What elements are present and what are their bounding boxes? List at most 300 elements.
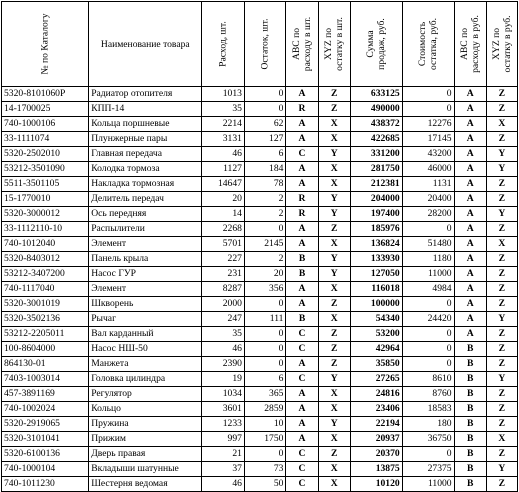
xyz-qty-cell: Y	[318, 372, 350, 387]
sales-cell: 100000	[350, 297, 402, 312]
stock-cost-cell: 36750	[402, 432, 454, 447]
abc-qty-cell: A	[286, 132, 318, 147]
stock-cost-cell: 11000	[402, 267, 454, 282]
header-sales-l1: Сумма	[365, 30, 377, 58]
consumption-cell: 2390	[202, 357, 245, 372]
xyz-rub-cell: X	[486, 117, 517, 132]
stock-cost-cell: 0	[402, 357, 454, 372]
abc-rub-cell: A	[454, 117, 486, 132]
stock-cell: 20	[244, 267, 286, 282]
stock-cell: 6	[244, 147, 286, 162]
abc-rub-cell: A	[454, 222, 486, 237]
consumption-cell: 3131	[202, 132, 245, 147]
abc-qty-cell: B	[286, 267, 318, 282]
name-cell: Прижим	[89, 432, 202, 447]
sales-cell: 20937	[350, 432, 402, 447]
xyz-rub-cell: Z	[486, 387, 517, 402]
consumption-cell: 8287	[202, 282, 245, 297]
table-row	[2, 477, 518, 492]
stock-cell: 0	[244, 87, 286, 102]
header-abc-rub-l2: расходу в руб.	[470, 15, 482, 73]
catalog-cell: 740-1002024	[2, 402, 89, 417]
stock-cost-cell: 24420	[402, 312, 454, 327]
name-cell: Дверь правая	[89, 447, 202, 462]
header-abc-qty	[286, 2, 318, 87]
abc-qty-cell: C	[286, 372, 318, 387]
catalog-cell: 53212-2205011	[2, 327, 89, 342]
name-cell: Головка цилиндра	[89, 372, 202, 387]
xyz-rub-cell: Z	[486, 102, 517, 117]
name-cell: Ось передняя	[89, 207, 202, 222]
table-row	[2, 432, 518, 447]
abc-rub-cell: B	[454, 402, 486, 417]
table-row	[2, 447, 518, 462]
consumption-cell: 997	[202, 432, 245, 447]
abc-qty-cell: A	[286, 417, 318, 432]
catalog-cell: 7403-1003014	[2, 372, 89, 387]
name-cell: Делитель передач	[89, 192, 202, 207]
consumption-cell: 2000	[202, 297, 245, 312]
xyz-qty-cell: X	[318, 432, 350, 447]
name-cell: КПП-14	[89, 102, 202, 117]
name-cell: Шестерня ведомая	[89, 477, 202, 492]
name-cell: Накладка тормозная	[89, 177, 202, 192]
xyz-qty-cell: X	[318, 117, 350, 132]
xyz-rub-cell: Z	[486, 177, 517, 192]
stock-cell: 0	[244, 222, 286, 237]
header-stock-cost-l2: остатка, руб.	[428, 18, 440, 70]
abc-rub-cell: A	[454, 267, 486, 282]
name-cell: Кольцо	[89, 402, 202, 417]
xyz-rub-cell: X	[486, 237, 517, 252]
abc-xyz-table	[1, 1, 518, 492]
name-cell: Радиатор отопителя	[89, 87, 202, 102]
abc-rub-cell: A	[454, 297, 486, 312]
abc-rub-cell: A	[454, 132, 486, 147]
abc-qty-cell: A	[286, 282, 318, 297]
abc-qty-cell: C	[286, 342, 318, 357]
xyz-qty-cell: X	[318, 282, 350, 297]
name-cell: Элемент	[89, 237, 202, 252]
header-consumption-label: Расход, шт.	[217, 21, 229, 67]
stock-cost-cell: 0	[402, 327, 454, 342]
name-cell: Распылители	[89, 222, 202, 237]
stock-cost-cell: 0	[402, 342, 454, 357]
xyz-qty-cell: X	[318, 477, 350, 492]
table-row	[2, 342, 518, 357]
stock-cost-cell: 1180	[402, 252, 454, 267]
sales-cell: 197400	[350, 207, 402, 222]
stock-cell: 50	[244, 477, 286, 492]
consumption-cell: 3601	[202, 402, 245, 417]
stock-cell: 0	[244, 357, 286, 372]
abc-qty-cell: C	[286, 477, 318, 492]
catalog-cell: 5320-2502010	[2, 147, 89, 162]
stock-cost-cell: 51480	[402, 237, 454, 252]
catalog-cell: 100-8604000	[2, 342, 89, 357]
catalog-cell: 5320-8403012	[2, 252, 89, 267]
header-abc-qty-l1: ABC по	[291, 27, 303, 61]
table-body	[2, 87, 518, 492]
xyz-rub-cell: Z	[486, 297, 517, 312]
xyz-rub-cell: Z	[486, 447, 517, 462]
stock-cell: 62	[244, 117, 286, 132]
xyz-qty-cell: X	[318, 312, 350, 327]
catalog-cell: 15-1770010	[2, 192, 89, 207]
xyz-qty-cell: Z	[318, 342, 350, 357]
name-cell: Вал карданный	[89, 327, 202, 342]
sales-cell: 633125	[350, 87, 402, 102]
xyz-rub-cell: Y	[486, 162, 517, 177]
header-xyz-qty-l1: XYZ по	[323, 27, 335, 61]
abc-qty-cell: A	[286, 222, 318, 237]
header-stock-cost-l1: Стоимость	[417, 21, 429, 67]
stock-cell: 0	[244, 102, 286, 117]
name-cell: Вкладыши шатунные	[89, 462, 202, 477]
consumption-cell: 2268	[202, 222, 245, 237]
table-row	[2, 147, 518, 162]
sales-cell: 133930	[350, 252, 402, 267]
stock-cost-cell: 1131	[402, 177, 454, 192]
abc-qty-cell: A	[286, 357, 318, 372]
header-abc-rub-l1: ABC по	[459, 27, 471, 61]
stock-cell: 73	[244, 462, 286, 477]
xyz-rub-cell: Z	[486, 132, 517, 147]
abc-qty-cell: C	[286, 462, 318, 477]
stock-cell: 127	[244, 132, 286, 147]
table-row	[2, 372, 518, 387]
abc-rub-cell: B	[454, 432, 486, 447]
xyz-qty-cell: Y	[318, 147, 350, 162]
table-row	[2, 402, 518, 417]
catalog-cell: 864130-01	[2, 357, 89, 372]
table-row	[2, 387, 518, 402]
sales-cell: 281750	[350, 162, 402, 177]
stock-cost-cell: 0	[402, 297, 454, 312]
abc-rub-cell: A	[454, 87, 486, 102]
catalog-cell: 740-1000106	[2, 117, 89, 132]
consumption-cell: 37	[202, 462, 245, 477]
catalog-cell: 14-1700025	[2, 102, 89, 117]
stock-cell: 111	[244, 312, 286, 327]
xyz-rub-cell: Z	[486, 192, 517, 207]
xyz-qty-cell: Z	[318, 447, 350, 462]
sales-cell: 212381	[350, 177, 402, 192]
abc-qty-cell: A	[286, 237, 318, 252]
consumption-cell: 1127	[202, 162, 245, 177]
table-row	[2, 252, 518, 267]
consumption-cell: 14647	[202, 177, 245, 192]
header-sales-l2: продаж, руб.	[376, 18, 388, 70]
header-row	[2, 2, 518, 87]
catalog-cell: 740-1012040	[2, 237, 89, 252]
name-cell: Элемент	[89, 282, 202, 297]
abc-qty-cell: A	[286, 177, 318, 192]
name-cell: Плунжерные пары	[89, 132, 202, 147]
abc-rub-cell: B	[454, 417, 486, 432]
header-sales	[350, 2, 402, 87]
name-cell: Главная передача	[89, 147, 202, 162]
table-row	[2, 132, 518, 147]
abc-qty-cell: C	[286, 327, 318, 342]
header-xyz-rub	[486, 2, 517, 87]
sales-cell: 204000	[350, 192, 402, 207]
abc-rub-cell: A	[454, 237, 486, 252]
sales-cell: 10120	[350, 477, 402, 492]
xyz-qty-cell: Z	[318, 297, 350, 312]
catalog-cell: 740-1117040	[2, 282, 89, 297]
header-xyz-qty-l2: остатку в шт.	[334, 17, 346, 71]
xyz-qty-cell: Z	[318, 87, 350, 102]
consumption-cell: 227	[202, 252, 245, 267]
sales-cell: 422685	[350, 132, 402, 147]
abc-qty-cell: A	[286, 432, 318, 447]
stock-cell: 0	[244, 342, 286, 357]
stock-cell: 1750	[244, 432, 286, 447]
catalog-cell: 5320-3000012	[2, 207, 89, 222]
xyz-rub-cell: Z	[486, 327, 517, 342]
table-row	[2, 177, 518, 192]
abc-qty-cell: A	[286, 117, 318, 132]
table-row	[2, 297, 518, 312]
header-xyz-qty	[318, 2, 350, 87]
table-row	[2, 87, 518, 102]
catalog-cell: 53212-3407200	[2, 267, 89, 282]
stock-cost-cell: 28200	[402, 207, 454, 222]
header-stock-label: Остаток, шт.	[259, 18, 271, 70]
xyz-qty-cell: X	[318, 402, 350, 417]
xyz-qty-cell: X	[318, 237, 350, 252]
consumption-cell: 2214	[202, 117, 245, 132]
header-xyz-rub-l1: XYZ по	[490, 27, 502, 61]
catalog-cell: 5511-3501105	[2, 177, 89, 192]
stock-cost-cell: 17145	[402, 132, 454, 147]
sales-cell: 42964	[350, 342, 402, 357]
xyz-rub-cell: Z	[486, 477, 517, 492]
xyz-qty-cell: Y	[318, 267, 350, 282]
xyz-qty-cell: Y	[318, 417, 350, 432]
consumption-cell: 20	[202, 192, 245, 207]
table-row	[2, 282, 518, 297]
stock-cell: 78	[244, 177, 286, 192]
stock-cell: 2145	[244, 237, 286, 252]
stock-cell: 2	[244, 192, 286, 207]
stock-cost-cell: 0	[402, 222, 454, 237]
xyz-rub-cell: Y	[486, 462, 517, 477]
xyz-rub-cell: Z	[486, 342, 517, 357]
catalog-cell: 33-1112110-10	[2, 222, 89, 237]
name-cell: Насос НШ-50	[89, 342, 202, 357]
sales-cell: 53200	[350, 327, 402, 342]
xyz-qty-cell: Y	[318, 252, 350, 267]
abc-qty-cell: A	[286, 162, 318, 177]
name-cell: Насос ГУР	[89, 267, 202, 282]
abc-qty-cell: R	[286, 192, 318, 207]
sales-cell: 331200	[350, 147, 402, 162]
consumption-cell: 1233	[202, 417, 245, 432]
xyz-qty-cell: Z	[318, 222, 350, 237]
xyz-rub-cell: Y	[486, 207, 517, 222]
sales-cell: 490000	[350, 102, 402, 117]
stock-cell: 2	[244, 207, 286, 222]
stock-cost-cell: 46000	[402, 162, 454, 177]
xyz-qty-cell: X	[318, 132, 350, 147]
abc-rub-cell: A	[454, 102, 486, 117]
consumption-cell: 35	[202, 327, 245, 342]
xyz-rub-cell: Z	[486, 87, 517, 102]
name-cell: Регулятор	[89, 387, 202, 402]
stock-cost-cell: 43200	[402, 147, 454, 162]
stock-cell: 184	[244, 162, 286, 177]
table-row	[2, 357, 518, 372]
stock-cell: 0	[244, 447, 286, 462]
stock-cost-cell: 8760	[402, 387, 454, 402]
catalog-cell: 5320-8101060Р	[2, 87, 89, 102]
table-row	[2, 327, 518, 342]
catalog-cell: 5320-3502136	[2, 312, 89, 327]
table-row	[2, 267, 518, 282]
stock-cost-cell: 0	[402, 87, 454, 102]
stock-cell: 2	[244, 252, 286, 267]
xyz-rub-cell: Z	[486, 357, 517, 372]
table-row	[2, 312, 518, 327]
abc-qty-cell: C	[286, 447, 318, 462]
abc-qty-cell: R	[286, 102, 318, 117]
name-cell: Панель крыла	[89, 252, 202, 267]
xyz-rub-cell: Z	[486, 417, 517, 432]
abc-rub-cell: A	[454, 147, 486, 162]
table-row	[2, 102, 518, 117]
table-row	[2, 237, 518, 252]
xyz-qty-cell: X	[318, 177, 350, 192]
stock-cell: 10	[244, 417, 286, 432]
consumption-cell: 21	[202, 447, 245, 462]
sales-cell: 35850	[350, 357, 402, 372]
sales-cell: 23406	[350, 402, 402, 417]
catalog-cell: 33-1111074	[2, 132, 89, 147]
header-name: Наименование товара	[89, 2, 202, 87]
stock-cell: 2859	[244, 402, 286, 417]
sales-cell: 20370	[350, 447, 402, 462]
abc-qty-cell: R	[286, 207, 318, 222]
catalog-cell: 5320-6100136	[2, 447, 89, 462]
name-cell: Рычаг	[89, 312, 202, 327]
xyz-rub-cell: Z	[486, 252, 517, 267]
name-cell: Пружина	[89, 417, 202, 432]
xyz-qty-cell: X	[318, 162, 350, 177]
abc-rub-cell: B	[454, 387, 486, 402]
sales-cell: 13875	[350, 462, 402, 477]
catalog-cell: 740-1011230	[2, 477, 89, 492]
xyz-qty-cell: X	[318, 462, 350, 477]
xyz-qty-cell: Z	[318, 327, 350, 342]
catalog-cell: 5320-3101041	[2, 432, 89, 447]
xyz-rub-cell: Y	[486, 312, 517, 327]
xyz-qty-cell: Z	[318, 357, 350, 372]
sales-cell: 136824	[350, 237, 402, 252]
sales-cell: 127050	[350, 267, 402, 282]
xyz-qty-cell: X	[318, 387, 350, 402]
consumption-cell: 231	[202, 267, 245, 282]
stock-cost-cell: 0	[402, 102, 454, 117]
name-cell: Шкворень	[89, 297, 202, 312]
catalog-cell: 457-3891169	[2, 387, 89, 402]
xyz-rub-cell: X	[486, 432, 517, 447]
stock-cost-cell: 18583	[402, 402, 454, 417]
xyz-rub-cell: Z	[486, 402, 517, 417]
xyz-rub-cell: Y	[486, 147, 517, 162]
header-abc-rub	[454, 2, 486, 87]
stock-cost-cell: 11000	[402, 477, 454, 492]
abc-rub-cell: B	[454, 357, 486, 372]
stock-cost-cell: 180	[402, 417, 454, 432]
sales-cell: 24816	[350, 387, 402, 402]
abc-rub-cell: A	[454, 162, 486, 177]
stock-cost-cell: 20400	[402, 192, 454, 207]
xyz-rub-cell: Z	[486, 222, 517, 237]
stock-cost-cell: 8610	[402, 372, 454, 387]
abc-rub-cell: B	[454, 447, 486, 462]
consumption-cell: 1013	[202, 87, 245, 102]
consumption-cell: 14	[202, 207, 245, 222]
abc-rub-cell: A	[454, 312, 486, 327]
abc-rub-cell: A	[454, 282, 486, 297]
name-cell: Кольца поршневые	[89, 117, 202, 132]
abc-qty-cell: A	[286, 87, 318, 102]
stock-cost-cell: 27375	[402, 462, 454, 477]
name-cell: Манжета	[89, 357, 202, 372]
abc-rub-cell: A	[454, 252, 486, 267]
sales-cell: 185976	[350, 222, 402, 237]
catalog-cell: 740-1000104	[2, 462, 89, 477]
table-row	[2, 192, 518, 207]
consumption-cell: 5701	[202, 237, 245, 252]
abc-qty-cell: C	[286, 147, 318, 162]
stock-cell: 0	[244, 327, 286, 342]
stock-cost-cell: 4984	[402, 282, 454, 297]
header-stock-cost	[402, 2, 454, 87]
catalog-cell: 5320-2919065	[2, 417, 89, 432]
abc-qty-cell: B	[286, 312, 318, 327]
stock-cost-cell: 12276	[402, 117, 454, 132]
xyz-rub-cell: Z	[486, 267, 517, 282]
sales-cell: 22194	[350, 417, 402, 432]
table-row	[2, 162, 518, 177]
xyz-rub-cell: Y	[486, 372, 517, 387]
xyz-qty-cell: Z	[318, 102, 350, 117]
abc-rub-cell: A	[454, 177, 486, 192]
catalog-cell: 53212-3501090	[2, 162, 89, 177]
table-row	[2, 222, 518, 237]
abc-rub-cell: B	[454, 477, 486, 492]
header-abc-qty-l2: расходу в шт.	[302, 16, 314, 72]
table-row	[2, 207, 518, 222]
abc-rub-cell: A	[454, 192, 486, 207]
table-row	[2, 417, 518, 432]
xyz-qty-cell: Y	[318, 192, 350, 207]
stock-cell: 365	[244, 387, 286, 402]
consumption-cell: 19	[202, 372, 245, 387]
abc-rub-cell: B	[454, 462, 486, 477]
abc-rub-cell: A	[454, 327, 486, 342]
xyz-qty-cell: Y	[318, 207, 350, 222]
abc-qty-cell: B	[286, 252, 318, 267]
abc-qty-cell: A	[286, 297, 318, 312]
name-cell: Колодка тормоза	[89, 162, 202, 177]
table-row	[2, 117, 518, 132]
consumption-cell: 46	[202, 342, 245, 357]
sales-cell: 54340	[350, 312, 402, 327]
